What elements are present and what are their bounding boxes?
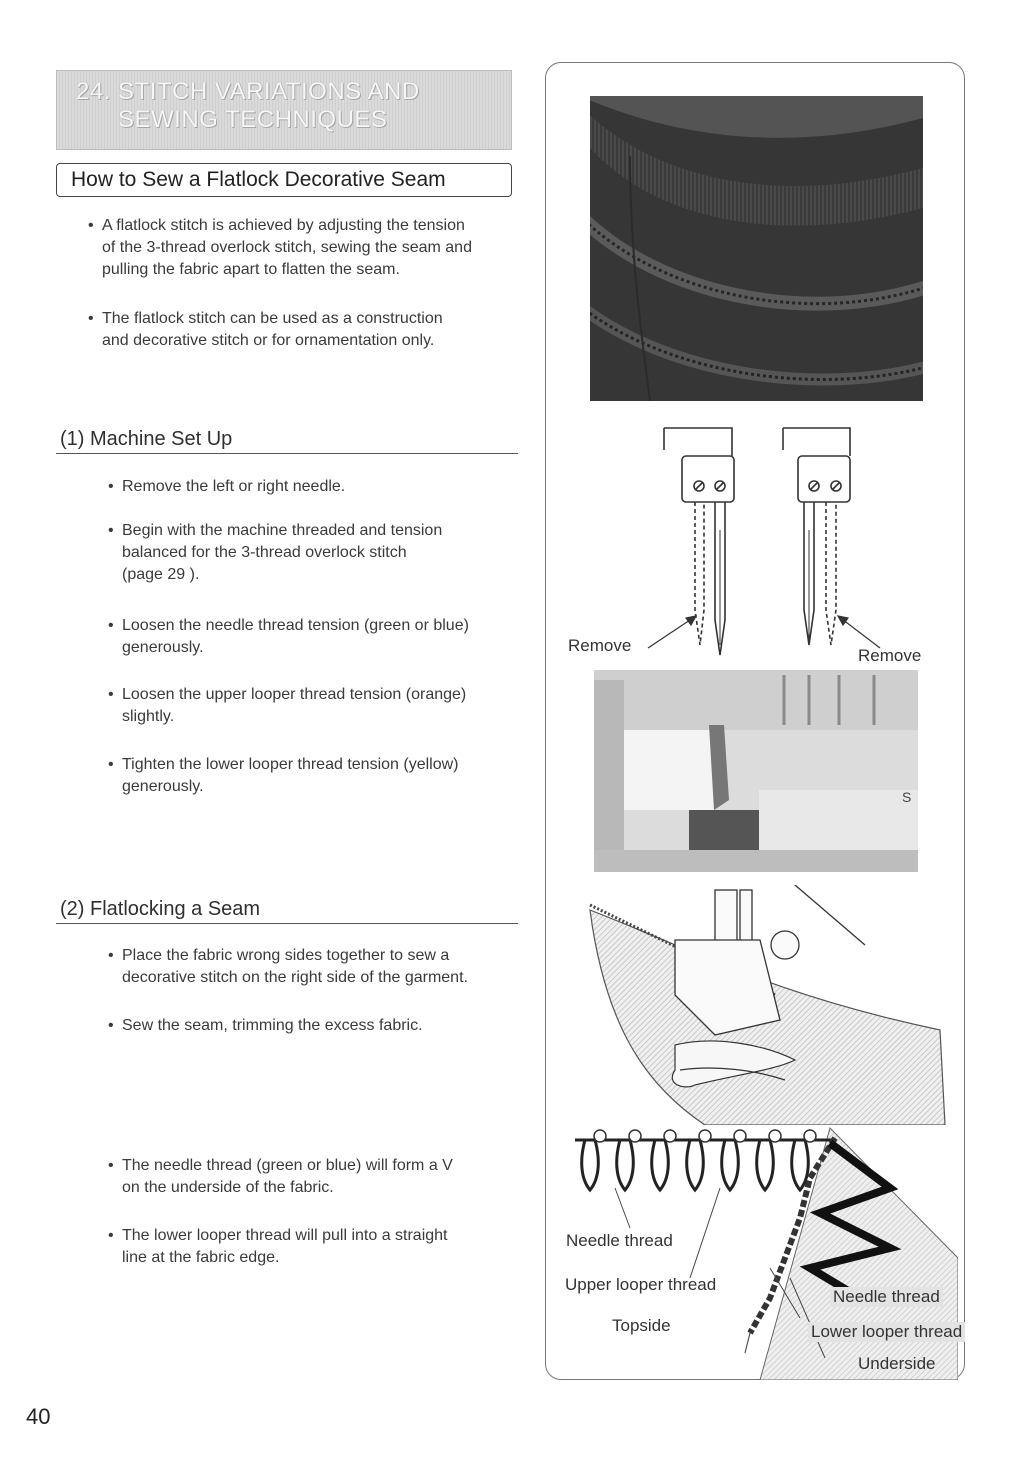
bullet-text: Begin with the machine threaded and tension balanced for the 3-thread overlock stitch (page 29 ).: [122, 522, 443, 583]
arrow-icon: [648, 616, 880, 648]
needle-removal-diagram: [560, 420, 955, 670]
overlock-machine-photo: [594, 670, 918, 872]
bullet-dot: •: [108, 1157, 114, 1174]
machine-setup-heading: (1) Machine Set Up: [60, 428, 233, 450]
bullet-text: A flatlock stitch is achieved by adjusting the tension of the 3-thread overlock stitch, sewing the seam and pulling the fabric apart to flatten the seam.: [102, 217, 472, 278]
page-number: 40: [26, 1404, 51, 1429]
bullet-text: Loosen the upper looper thread tension (orange) slightly.: [122, 686, 467, 725]
flatlock-bullet-4: [108, 1225, 528, 1273]
flatlock-bullet-3: [108, 1155, 528, 1203]
label-underside: Underside: [858, 1354, 936, 1373]
chapter-title-line1: 24. STITCH VARIATIONS AND: [76, 78, 420, 105]
heading-underline: [56, 453, 518, 454]
bullet-dot: •: [108, 478, 114, 495]
bullet-dot: •: [108, 522, 114, 539]
machine-mark: S: [902, 789, 912, 805]
flatlocking-heading: (2) Flatlocking a Seam: [60, 898, 261, 920]
bullet-text: The needle thread (green or blue) will form a V on the underside of the fabric.: [122, 1157, 453, 1196]
setup-bullet-4: [108, 684, 528, 732]
bullet-dot: •: [88, 310, 94, 327]
bullet-dot: •: [108, 686, 114, 703]
label-upper-looper-thread: Upper looper thread: [565, 1275, 717, 1294]
bullet-dot: •: [108, 756, 114, 773]
section-title: How to Sew a Flatlock Decorative Seam: [71, 168, 446, 191]
bullet-text: The lower looper thread will pull into a straight line at the fabric edge.: [122, 1227, 448, 1266]
right-needle-clamp-icon: [783, 428, 850, 645]
bullet-dot: •: [88, 217, 94, 234]
label-remove-left: Remove: [568, 636, 632, 655]
setup-bullet-2: [108, 520, 528, 590]
bullet-text: Place the fabric wrong sides together to sew a decorative stitch on the right side of the garment.: [122, 947, 468, 986]
setup-bullet-5: [108, 754, 528, 802]
sewing-seam-illustration: [565, 885, 950, 1125]
label-remove-right: Remove: [858, 646, 922, 665]
bullet-dot: •: [108, 1227, 114, 1244]
machine-image: [594, 670, 918, 872]
bullet-text: Loosen the needle thread tension (green or blue) generously.: [122, 617, 469, 656]
flatlock-garment-photo: [590, 96, 923, 401]
left-needle-clamp-icon: [664, 428, 734, 655]
section-heading-box: [56, 163, 512, 197]
bullet-dot: •: [108, 617, 114, 634]
knit-neckline-image: [590, 96, 923, 401]
label-needle-thread-under: Needle thread: [830, 1287, 943, 1307]
label-needle-thread-top: Needle thread: [566, 1231, 673, 1250]
bullet-text: Tighten the lower looper thread tension (yellow) generously.: [122, 756, 459, 795]
bullet-text: The flatlock stitch can be used as a construction and decorative stitch or for ornamentation only.: [102, 310, 443, 349]
intro-bullet-2: [88, 308, 528, 356]
flatlock-bullet-1: [108, 945, 528, 993]
label-topside: Topside: [612, 1316, 671, 1335]
bullet-dot: •: [108, 1017, 114, 1034]
setup-bullet-3: [108, 615, 528, 663]
chapter-banner: [56, 70, 512, 150]
bullet-dot: •: [108, 947, 114, 964]
chapter-title-line2: SEWING TECHNIQUES: [118, 106, 388, 133]
intro-bullet-1: [88, 215, 528, 285]
setup-bullet-1: • Remove the left or right needle.: [108, 476, 528, 500]
heading-underline: [56, 923, 518, 924]
label-lower-looper-thread: Lower looper thread: [808, 1322, 965, 1342]
flatlock-bullet-2: • Sew the seam, trimming the excess fabric.: [108, 1015, 528, 1039]
